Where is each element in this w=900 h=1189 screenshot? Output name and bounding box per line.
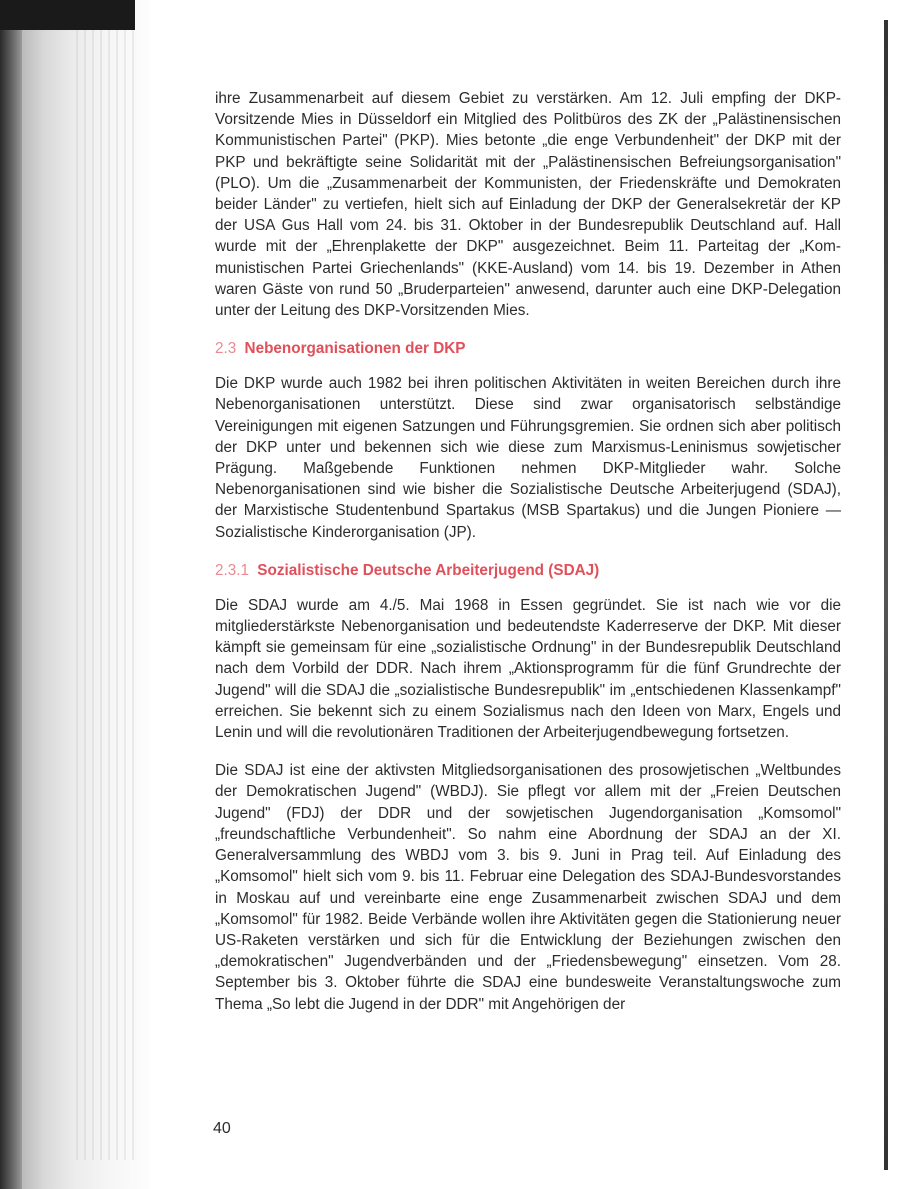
- section-heading-2-3-1: [215, 560, 841, 581]
- section-2-3-1-paragraph-2: Die SDAJ ist eine der aktivsten Mitgliedsorganisationen des prosowjetischen „Weltbundes der Demokratischen Jugend" (WBDJ). Sie pflegt vor allem mit der „Freien Deutschen Jugend" (FDJ) der DDR und der sowjetischen Jugendorganisation „Komsomol" „freundschaftliche Verbundenheit". So nahm eine Abordnung der SDAJ an der XI. Generalversammlung des WBDJ vom 3. bis 9. Juni in Prag teil. Auf Einladung des „Komsomol" hielt sich vom 9. bis 11. Februar eine Delegation des SDAJ-Bundesvorstandes in Moskau auf und vereinbarte eine enge Zusammenarbeit zwischen SDAJ und dem „Komsomol" für 1982. Beide Verbände wollen ihre Aktivitäten gegen die Stationierung neuer US-Raketen verstärken und sich für die Entwicklung der Beziehungen zwischen den „demokratischen" Jugendverbänden und der „Friedensbewegung" einsetzen. Vom 28. September bis 3. Oktober führte die SDAJ eine bundesweite Veranstaltungswoche zum Thema „So lebt die Jugend in der DDR" mit Angehörigen der: [215, 762, 841, 1013]
- intro-paragraph: ihre Zusammenarbeit auf diesem Gebiet zu verstärken. Am 12. Juli empfing der DKP-Vorsitzende Mies in Düsseldorf ein Mitglied des Politbüros des ZK der „Palästinensischen Kommunistischen Partei" (PKP). Mies betonte „die enge Verbundenheit" der DKP mit der PKP und bekräftigte seine Solidarität mit der „Palästinensischen Befreiungsorganisation" (PLO). Um die „Zusammenarbeit der Kommunisten, der Friedenskräfte und Demokraten beider Länder" zu vertiefen, hielt sich auf Einladung der DKP der Generalsekretär der KP der USA Gus Hall vom 24. bis 31. Oktober in der Bundesrepublik Deutschland auf. Hall wurde mit der „Ehrenplakette der DKP" ausgezeichnet. Beim 11. Parteitag der „Kommunistischen Partei Griechenlands" (KKE-Ausland) vom 14. bis 19. Dezember in Athen waren Gäste von rund 50 „Bruderparteien" anwesend, darunter auch eine DKP-Delegation unter der Leitung des DKP-Vorsitzenden Mies.: [215, 90, 841, 320]
- section-heading-2-3: [215, 338, 841, 359]
- page-stack-edges: [70, 30, 140, 1160]
- page-right-edge: [884, 20, 888, 1170]
- document-body: [215, 88, 841, 1032]
- section-title: Nebenorganisationen der DKP: [244, 340, 466, 358]
- page-number: 40: [213, 1120, 231, 1137]
- book-top-corner: [0, 0, 135, 30]
- section-2-3-1-paragraph-1: Die SDAJ wurde am 4./5. Mai 1968 in Essen gegründet. Sie ist nach wie vor die mitgliederstärkste Nebenorganisation und bedeutendste Kaderreserve der DKP. Mit dieser kämpft sie gemeinsam für eine „sozialistische Ordnung" in der Bundesrepublik Deutschland nach dem Vorbild der DDR. Nach ihrem „Aktionsprogramm für die fünf Grundrechte der Jugend" will die SDAJ die „sozialistische Bundesrepublik" im „entschiedenen Klassenkampf" erreichen. Sie bekennt sich zu einem Sozialismus nach den Ideen von Marx, Engels und Lenin und will die revolutionären Traditionen der Arbeiterjugendbewegung fortsetzen.: [215, 596, 841, 742]
- section-2-3-paragraph: Die DKP wurde auch 1982 bei ihren politischen Aktivitäten in weiten Bereichen durch ihre Nebenorganisationen unterstützt. Diese sind zwar organisatorisch selbständige Vereinigungen mit eigenen Satzungen und Führungsgremien. Sie ordnen sich aber politisch der DKP unter und bekennen sich wie diese zum Marxismus-Leninismus sowjetischer Prägung. Maßgebende Funktionen nehmen DKP-Mitglieder wahr. Solche Nebenorganisationen sind wie bisher die Sozialistische Deutsche Arbeiterjugend (SDAJ), der Marxistische Studentenbund Spartakus (MSB Spartakus) und die Jungen Pioniere — Sozialistische Kinderorganisation (JP).: [215, 375, 841, 541]
- book-spine-edge: [0, 10, 22, 1189]
- section-title: Sozialistische Deutsche Arbeiterjugend (SDAJ): [257, 561, 600, 579]
- section-number: 2.3.1: [215, 561, 250, 579]
- section-number: 2.3: [215, 340, 237, 358]
